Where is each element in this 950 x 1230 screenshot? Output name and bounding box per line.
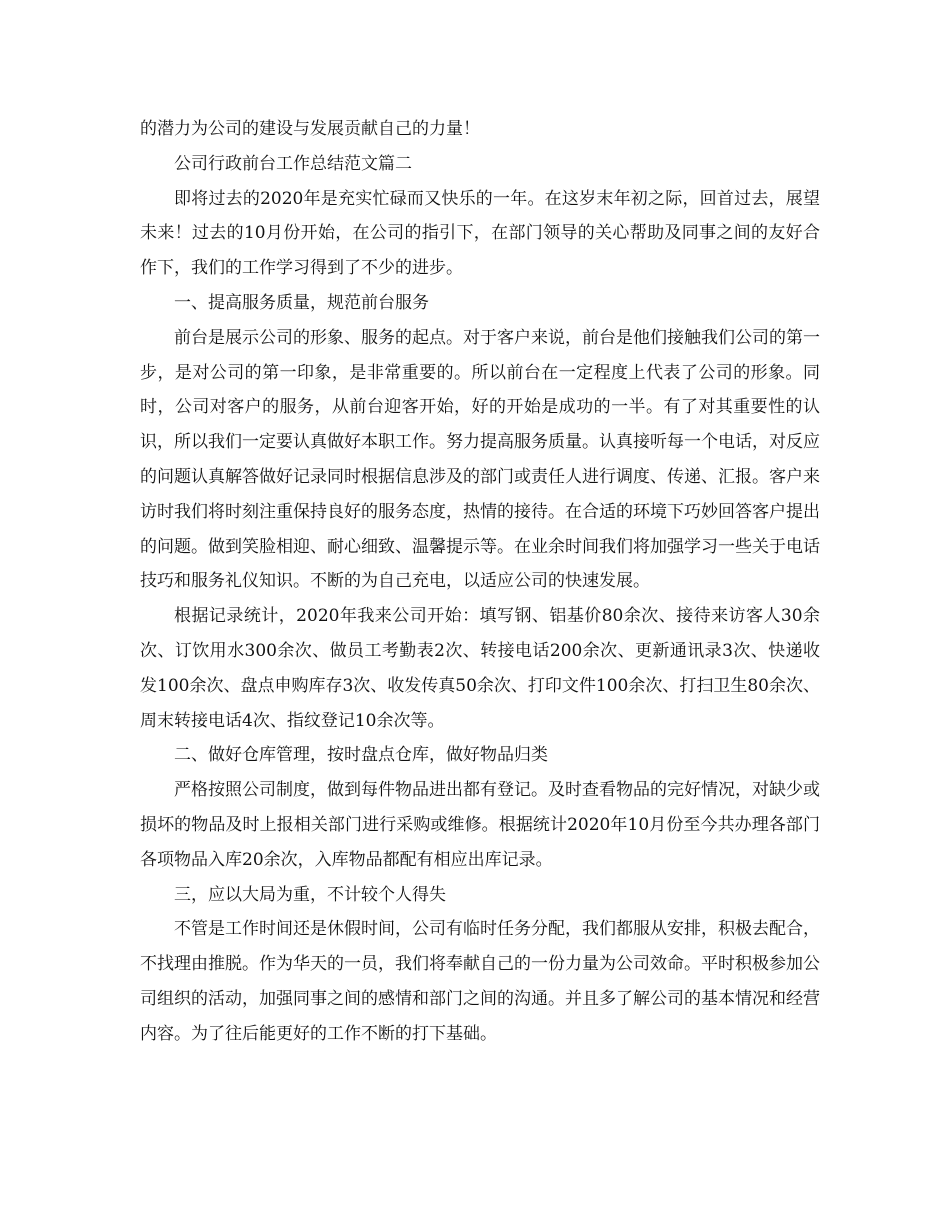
paragraph-section-3: 不管是工作时间还是休假时间，公司有临时任务分配，我们都服从安排，积极去配合，不找理由推脱。作为华天的一员，我们将奉献自己的一份力量为公司效命。平时积极参加公司组织的活动，加强同事之间的感情和部门之间的沟通。并且多了解公司的基本情况和经营内容。为了往后能更好的工作不断的打下基础。 [140,919,820,1044]
article-title: 公司行政前台工作总结范文篇二 [174,153,412,174]
document-body [140,112,820,1052]
paragraph-section-2: 严格按照公司制度，做到每件物品进出都有登记。及时查看物品的完好情况，对缺少或损坏的物品及时上报相关部门进行采购或维修。根据统计2020年10月份至今共办理各部门各项物品入库20余次，入库物品都配有相应出库记录。 [140,780,820,870]
paragraph-intro: 即将过去的2020年是充实忙碌而又快乐的一年。在这岁末年初之际，回首过去，展望未来！过去的10月份开始，在公司的指引下，在部门领导的关心帮助及同事之间的友好合作下，我们的工作学习得到了不少的进步。 [140,188,820,279]
paragraph-continuation: 的潜力为公司的建设与发展贡献自己的力量！ [140,119,480,139]
section-heading-3: 三，应以大局为重，不计较个人得失 [174,884,446,905]
section-heading-1: 一、提高服务质量，规范前台服务 [174,292,429,313]
paragraph-section-1: 前台是展示公司的形象、服务的起点。对于客户来说，前台是他们接触我们公司的第一步，是对公司的第一印象，是非常重要的。所以前台在一定程度上代表了公司的形象。同时，公司对客户的服务，从前台迎客开始，好的开始是成功的一半。有了对其重要性的认识，所以我们一定要认真做好本职工作。努力提高服务质量。认真接听每一个电话，对反应的问题认真解答做好记录同时根据信息涉及的部门或责任人进行调度、传递、汇报。客户来访时我们将时刻注重保持良好的服务态度，热情的接待。在合适的环境下巧妙回答客户提出的问题。做到笑脸相迎、耐心细致、温馨提示等。在业余时间我们将加强学习一些关于电话技巧和服务礼仪知识。不断的为自己充电，以适应公司的快速发展。 [140,327,820,592]
paragraph-statistics: 根据记录统计，2020年我来公司开始：填写钢、铝基价80余次、接待来访客人30余次、订饮用水300余次、做员工考勤表2次、转接电话200余次、更新通讯录3次、快递收发100余次、盘点申购库存3次、收发传真50余次、打印文件100余次、打扫卫生80余次、周末转接电话4次、指纹登记10余次等。 [140,606,820,731]
section-heading-2: 二、做好仓库管理，按时盘点仓库，做好物品归类 [174,745,548,766]
